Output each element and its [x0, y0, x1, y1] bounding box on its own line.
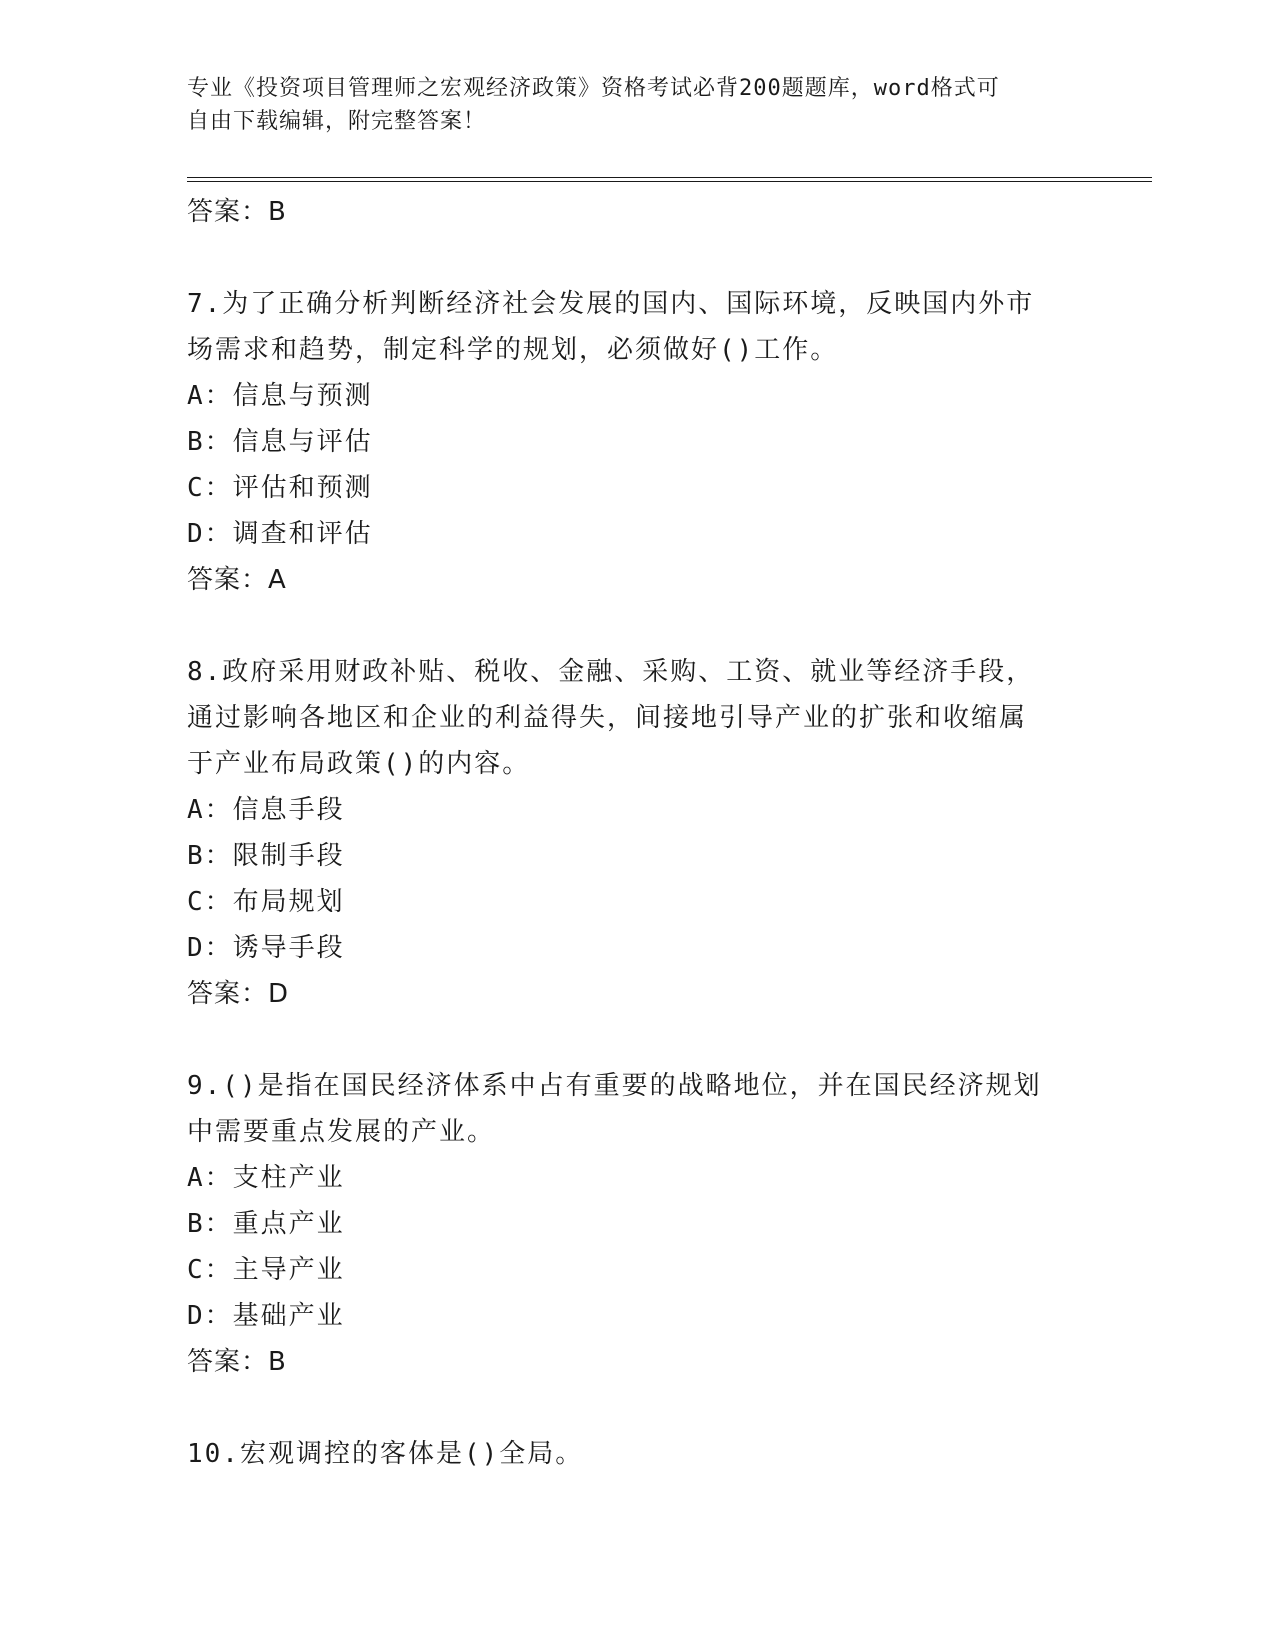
question-7	[187, 281, 1067, 603]
header-line-2: 自由下载编辑，附完整答案！	[187, 109, 487, 134]
option-d: D：基础产业	[187, 1301, 345, 1331]
question-stem	[187, 1063, 1067, 1155]
option-b: B：信息与评估	[187, 427, 373, 457]
document-header	[187, 72, 1067, 138]
question-stem-line: 10.宏观调控的客体是()全局。	[187, 1439, 584, 1469]
option-a: A：信息与预测	[187, 381, 373, 411]
question-stem-line: 于产业布局政策()的内容。	[187, 749, 531, 779]
question-stem-line: 7.为了正确分析判断经济社会发展的国内、国际环境，反映国内外市	[187, 289, 1035, 319]
option-a: A：信息手段	[187, 795, 345, 825]
answer-line: 答案：A	[187, 565, 287, 595]
header-divider	[187, 177, 1152, 178]
option-b: B：限制手段	[187, 841, 345, 871]
question-stem-line: 中需要重点发展的产业。	[187, 1117, 496, 1147]
question-stem-line: 8.政府采用财政补贴、税收、金融、采购、工资、就业等经济手段，	[187, 657, 1035, 687]
option-b: B：重点产业	[187, 1209, 345, 1239]
header-divider-second	[187, 181, 1152, 182]
question-10	[187, 1431, 1067, 1477]
document-body	[187, 189, 1067, 1477]
header-line-1: 专业《投资项目管理师之宏观经济政策》资格考试必背200题题库，word格式可	[187, 76, 1000, 101]
question-stem	[187, 1431, 1067, 1477]
option-c: C：评估和预测	[187, 473, 373, 503]
option-d: D：调查和评估	[187, 519, 373, 549]
answer-line: 答案：D	[187, 979, 290, 1009]
answer-line: 答案：B	[187, 197, 287, 227]
question-stem-line: 场需求和趋势，制定科学的规划，必须做好()工作。	[187, 335, 839, 365]
question-8	[187, 649, 1067, 1017]
question-stem	[187, 281, 1067, 373]
question-stem-line: 通过影响各地区和企业的利益得失，间接地引导产业的扩张和收缩属	[187, 703, 1028, 733]
question-9	[187, 1063, 1067, 1385]
option-d: D：诱导手段	[187, 933, 345, 963]
question-stem	[187, 649, 1067, 787]
question-stem-line: 9.()是指在国民经济体系中占有重要的战略地位，并在国民经济规划	[187, 1071, 1042, 1101]
option-a: A：支柱产业	[187, 1163, 345, 1193]
answer-line: 答案：B	[187, 1347, 287, 1377]
option-c: C：主导产业	[187, 1255, 345, 1285]
option-c: C：布局规划	[187, 887, 345, 917]
